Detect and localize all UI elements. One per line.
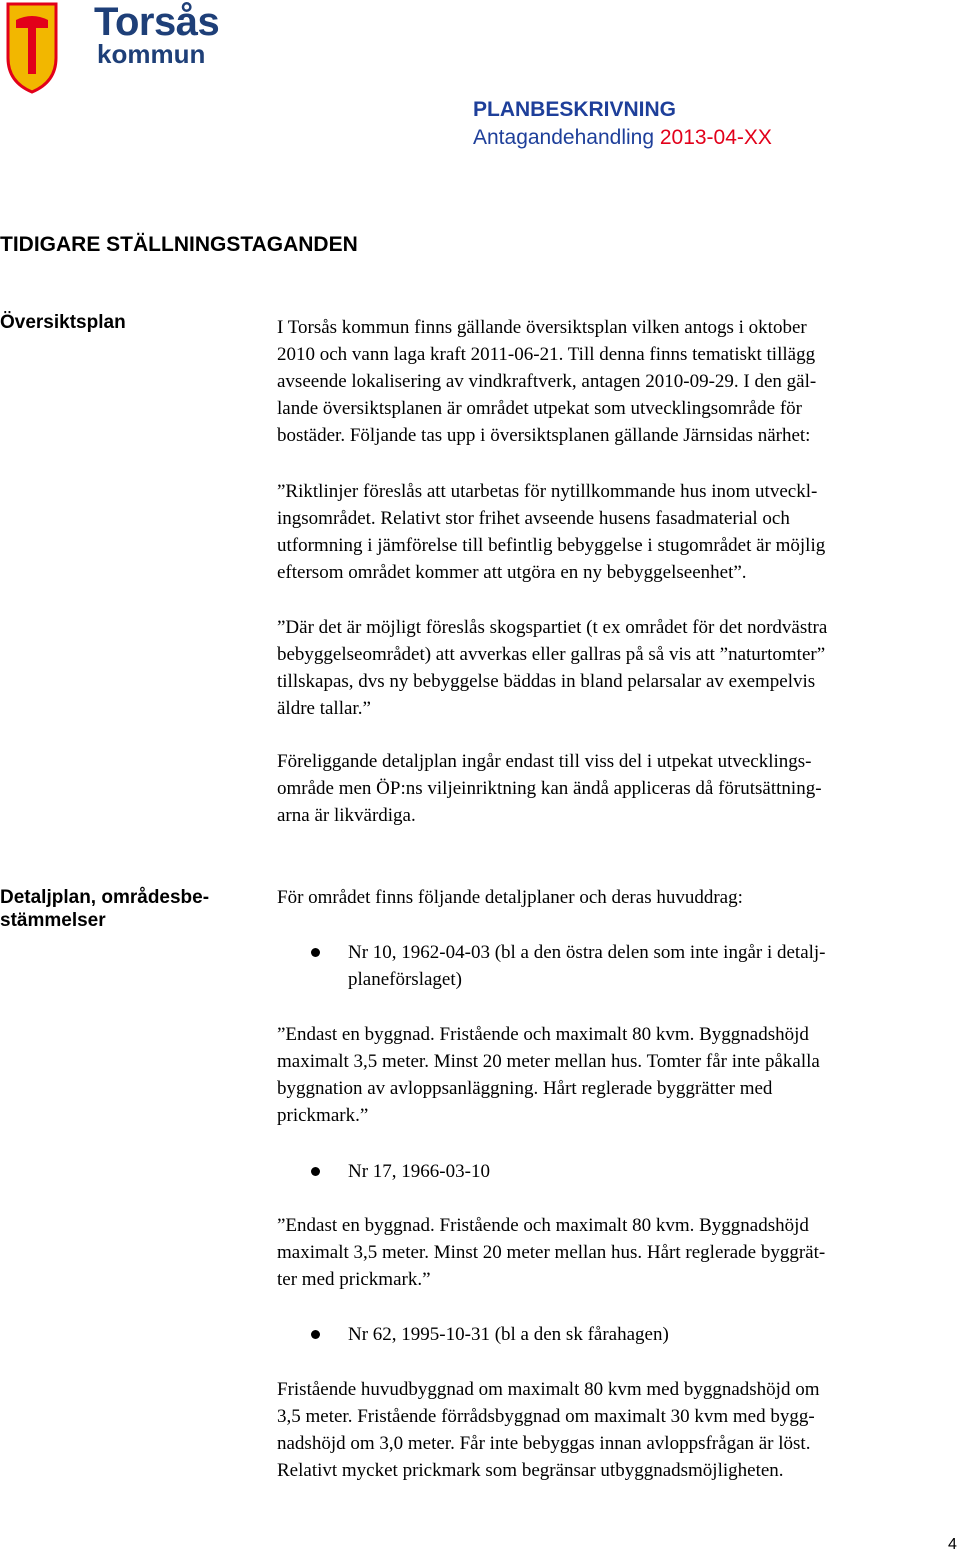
page-number: 4 <box>948 1536 957 1553</box>
status-prefix: Antagandehandling <box>473 126 660 149</box>
text-line: lande översiktsplanen är området utpekat som utvecklingsområde för <box>277 398 802 419</box>
text-line: 3,5 meter. Fristående förrådsbyggnad om maximalt 30 kvm med bygg- <box>277 1406 815 1427</box>
text-line: Nr 17, 1966-03-10 <box>348 1161 490 1182</box>
oversiktsplan-paragraph-2 <box>277 748 957 829</box>
oversiktsplan-label: Översiktsplan <box>0 312 126 333</box>
plan-nr62-heading <box>348 1321 958 1348</box>
oversiktsplan-quote-2 <box>277 614 957 722</box>
bullet-icon <box>311 1330 320 1339</box>
text-line: ”Endast en byggnad. Fristående och maximalt 80 kvm. Byggnadshöjd <box>277 1215 809 1236</box>
text-line: område men ÖP:ns viljeinriktning kan ändå appliceras då förutsättning- <box>277 778 822 799</box>
text-line: eftersom området kommer att utgöra en ny bebyggelseenhet”. <box>277 562 747 583</box>
text-line: 2010 och vann laga kraft 2011-06-21. Till denna finns tematiskt tillägg <box>277 344 816 365</box>
plan-nr10-heading <box>348 939 958 993</box>
text-line: bostäder. Följande tas upp i översiktsplanen gällande Järnsidas närhet: <box>277 425 811 446</box>
text-line: nadshöjd om 3,0 meter. Får inte bebyggas innan avloppsfrågan är löst. <box>277 1433 811 1454</box>
text-line: Relativt mycket prickmark som begränsar utbyggnadsmöjligheten. <box>277 1460 784 1481</box>
text-line: planeförslaget) <box>348 969 462 990</box>
document-title: PLANBESKRIVNING <box>473 98 677 121</box>
torsas-coat-of-arms-logo <box>6 2 58 94</box>
text-line: I Torsås kommun finns gällande översiktsplan vilken antogs i oktober <box>277 317 807 338</box>
plan-nr62-description <box>277 1376 957 1484</box>
text-line: byggnation av avloppsanläggning. Hårt reglerade byggrätter med <box>277 1078 773 1099</box>
plan-nr17-heading <box>348 1158 958 1185</box>
status-date: 2013-04-XX <box>659 126 772 149</box>
text-line: ter med prickmark.” <box>277 1269 431 1290</box>
text-line: maximalt 3,5 meter. Minst 20 meter mellan hus. Hårt reglerade byggrät- <box>277 1242 826 1263</box>
oversiktsplan-paragraph-1 <box>277 314 957 449</box>
text-line: tillskapas, dvs ny bebyggelse bäddas in bland pelarsalar av exempelvis <box>277 671 816 692</box>
logo-wordmark: Torsås <box>94 0 220 44</box>
text-line: ingsområdet. Relativt stor frihet avseende husens fasadmaterial och <box>277 508 790 529</box>
text-line: Fristående huvudbyggnad om maximalt 80 kvm med byggnadshöjd om <box>277 1379 820 1400</box>
section-heading: TIDIGARE STÄLLNINGSTAGANDEN <box>0 233 358 256</box>
text-line: utformning i jämförelse till befintlig bebyggelse i stugområdet är möjlig <box>277 535 826 556</box>
plan-nr10-description <box>277 1021 957 1129</box>
document-status <box>473 125 772 151</box>
text-line: ”Riktlinjer föreslås att utarbetas för nytillkommande hus inom utveckl- <box>277 481 818 502</box>
text-line: ”Där det är möjligt föreslås skogspartiet (t ex området för det nordvästra <box>277 617 828 638</box>
label-line: stämmelser <box>0 910 106 931</box>
detaljplan-intro <box>277 884 957 911</box>
text-line: Nr 62, 1995-10-31 (bl a den sk fårahagen) <box>348 1324 669 1345</box>
bullet-icon <box>311 1167 320 1176</box>
text-line: maximalt 3,5 meter. Minst 20 meter mellan hus. Tomter får inte påkalla <box>277 1051 820 1072</box>
text-line: bebyggelseområdet) att avverkas eller gallras på så vis att ”naturtomter” <box>277 644 826 665</box>
oversiktsplan-quote-1 <box>277 478 957 586</box>
bullet-icon <box>311 948 320 957</box>
label-line: Detaljplan, områdesbe- <box>0 887 210 908</box>
logo-subtitle: kommun <box>97 39 206 69</box>
text-line: prickmark.” <box>277 1105 369 1126</box>
text-line: För området finns följande detaljplaner och deras huvuddrag: <box>277 887 743 908</box>
text-line: Föreliggande detaljplan ingår endast till viss del i utpekat utvecklings- <box>277 751 812 772</box>
plan-nr17-description <box>277 1212 957 1293</box>
text-line: avseende lokalisering av vindkraftverk, antagen 2010-09-29. I den gäl- <box>277 371 817 392</box>
text-line: ”Endast en byggnad. Fristående och maximalt 80 kvm. Byggnadshöjd <box>277 1024 809 1045</box>
text-line: Nr 10, 1962-04-03 (bl a den östra delen som inte ingår i detalj- <box>348 942 826 963</box>
detaljplan-label <box>0 886 209 932</box>
text-line: arna är likvärdiga. <box>277 805 416 826</box>
text-line: äldre tallar.” <box>277 698 371 719</box>
